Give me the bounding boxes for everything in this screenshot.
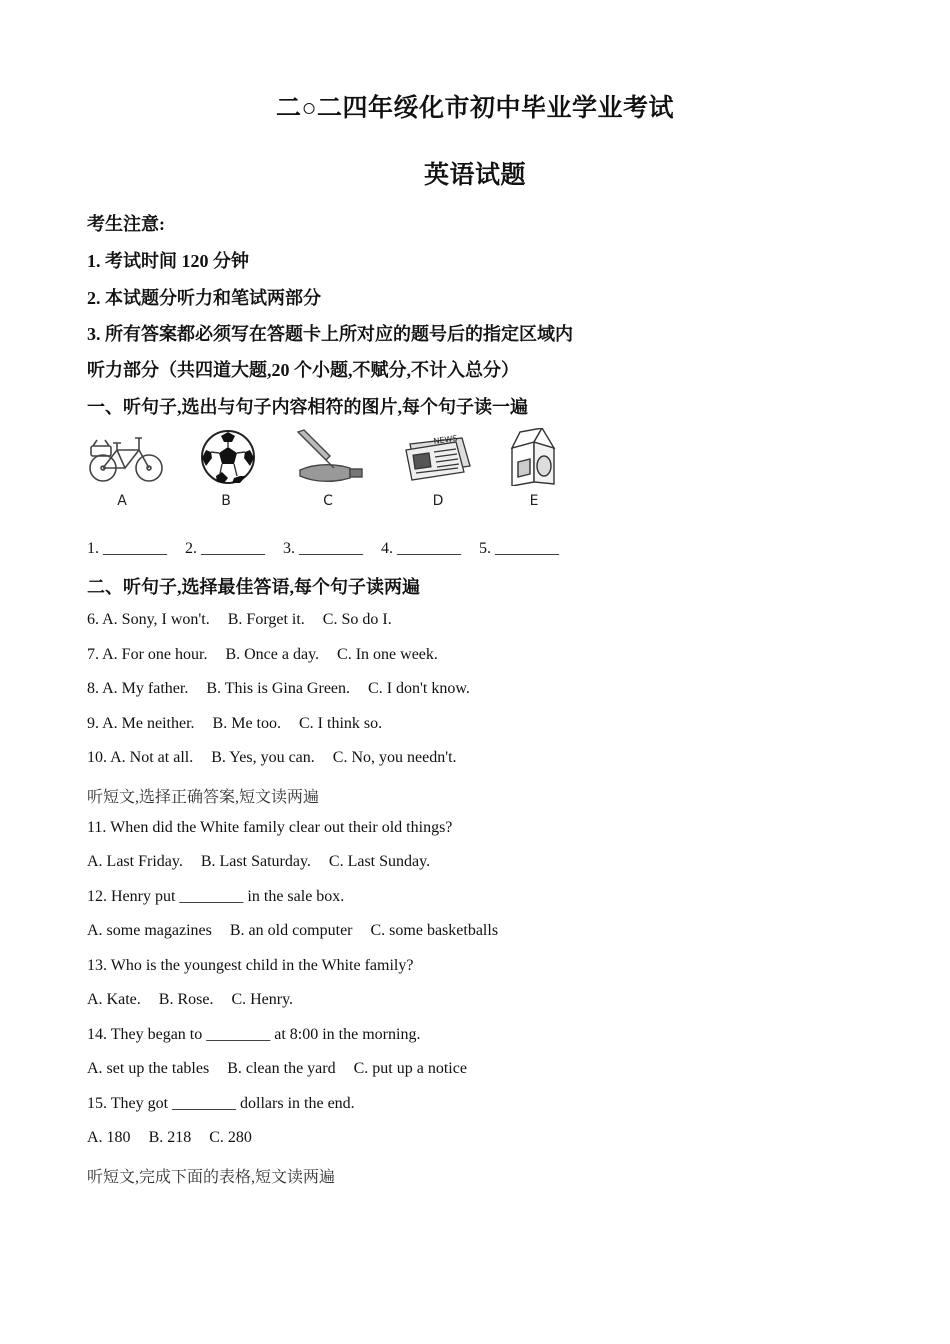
question-option[interactable]: B. 218: [148, 1129, 192, 1146]
question-option[interactable]: C. Henry.: [231, 991, 294, 1008]
newspaper-icon: [400, 428, 480, 486]
bicycle-icon: [87, 428, 167, 486]
question-option[interactable]: C. 280: [209, 1129, 252, 1146]
notice-heading: 考生注意:: [87, 214, 165, 234]
question-option[interactable]: B. This is Gina Green.: [206, 680, 351, 697]
picture-label: A: [117, 493, 127, 509]
question-option[interactable]: C. In one week.: [337, 646, 438, 663]
question-option[interactable]: B. clean the yard: [227, 1060, 336, 1077]
options-row: [87, 1060, 467, 1078]
question-option[interactable]: 6. A. Sony, I won't.: [87, 611, 210, 628]
exam-title: 二○二四年绥化市初中毕业学业考试: [275, 95, 675, 122]
question-option[interactable]: C. No, you needn't.: [332, 749, 457, 766]
question-option[interactable]: 8. A. My father.: [87, 680, 189, 697]
answer-blank[interactable]: 2. ________: [185, 540, 265, 557]
notice-item: 1. 考试时间 120 分钟: [87, 251, 249, 271]
answer-blank[interactable]: 4. ________: [381, 540, 461, 557]
answer-blank[interactable]: 5. ________: [479, 540, 559, 557]
milk-carton-icon: [500, 428, 580, 486]
question-text: 11. When did the White family clear out their old things?: [87, 819, 453, 836]
question-row: [87, 611, 392, 629]
answer-blank[interactable]: 3. ________: [283, 540, 363, 557]
answer-blank[interactable]: 1. ________: [87, 540, 167, 557]
question-option[interactable]: 10. A. Not at all.: [87, 749, 194, 766]
picture-label: E: [529, 493, 539, 509]
question-option[interactable]: A. 180: [87, 1129, 131, 1146]
question-option[interactable]: B. Forget it.: [227, 611, 305, 628]
svg-text:NEWS: NEWS: [433, 433, 459, 446]
question-text: 15. They got ________ dollars in the end.: [87, 1095, 355, 1112]
question-option[interactable]: 7. A. For one hour.: [87, 646, 208, 663]
toothpaste-icon: [290, 428, 370, 486]
question-row: [87, 680, 470, 698]
part1-heading: 一、听句子,选出与句子内容相符的图片,每个句子读一遍: [87, 397, 528, 417]
soccer-ball-icon: [188, 428, 268, 486]
question-text: 14. They began to ________ at 8:00 in the morning.: [87, 1026, 421, 1043]
question-option[interactable]: B. Yes, you can.: [211, 749, 315, 766]
exam-subtitle: 英语试题: [423, 162, 526, 189]
part4-heading: 听短文,完成下面的表格,短文读两遍: [87, 1169, 336, 1186]
options-row: [87, 853, 430, 871]
question-row: [87, 715, 382, 733]
options-row: [87, 922, 498, 940]
options-row: [87, 991, 293, 1009]
question-text: 12. Henry put ________ in the sale box.: [87, 888, 345, 905]
question-option[interactable]: A. Kate.: [87, 991, 141, 1008]
question-option[interactable]: B. Rose.: [158, 991, 214, 1008]
question-option[interactable]: C. some basketballs: [370, 922, 499, 939]
picture-label: C: [323, 493, 333, 509]
question-option[interactable]: A. some magazines: [87, 922, 212, 939]
picture-label: B: [221, 493, 231, 509]
question-option[interactable]: C. I don't know.: [368, 680, 470, 697]
part2-heading: 二、听句子,选择最佳答语,每个句子读两遍: [87, 577, 420, 597]
question-text: 13. Who is the youngest child in the White family?: [87, 957, 414, 974]
question-option[interactable]: 9. A. Me neither.: [87, 715, 195, 732]
options-row: [87, 1129, 252, 1147]
notice-item: 2. 本试题分听力和笔试两部分: [87, 288, 321, 308]
question-option[interactable]: C. put up a notice: [353, 1060, 467, 1077]
question-row: [87, 749, 457, 767]
question-option[interactable]: C. So do I.: [322, 611, 392, 628]
question-option[interactable]: B. Once a day.: [225, 646, 320, 663]
question-option[interactable]: A. set up the tables: [87, 1060, 210, 1077]
question-option[interactable]: C. Last Sunday.: [328, 853, 431, 870]
question-row: [87, 646, 438, 664]
part3-heading: 听短文,选择正确答案,短文读两遍: [87, 789, 320, 806]
question-option[interactable]: B. an old computer: [229, 922, 353, 939]
question-option[interactable]: C. I think so.: [299, 715, 383, 732]
answer-blanks-row: [87, 540, 559, 558]
question-option[interactable]: A. Last Friday.: [87, 853, 183, 870]
notice-item: 3. 所有答案都必须写在答题卡上所对应的题号后的指定区域内: [87, 324, 573, 344]
listening-intro: 听力部分（共四道大题,20 个小题,不赋分,不计入总分）: [87, 360, 519, 380]
picture-label: D: [432, 493, 444, 509]
question-option[interactable]: B. Last Saturday.: [200, 853, 311, 870]
question-option[interactable]: B. Me too.: [212, 715, 281, 732]
